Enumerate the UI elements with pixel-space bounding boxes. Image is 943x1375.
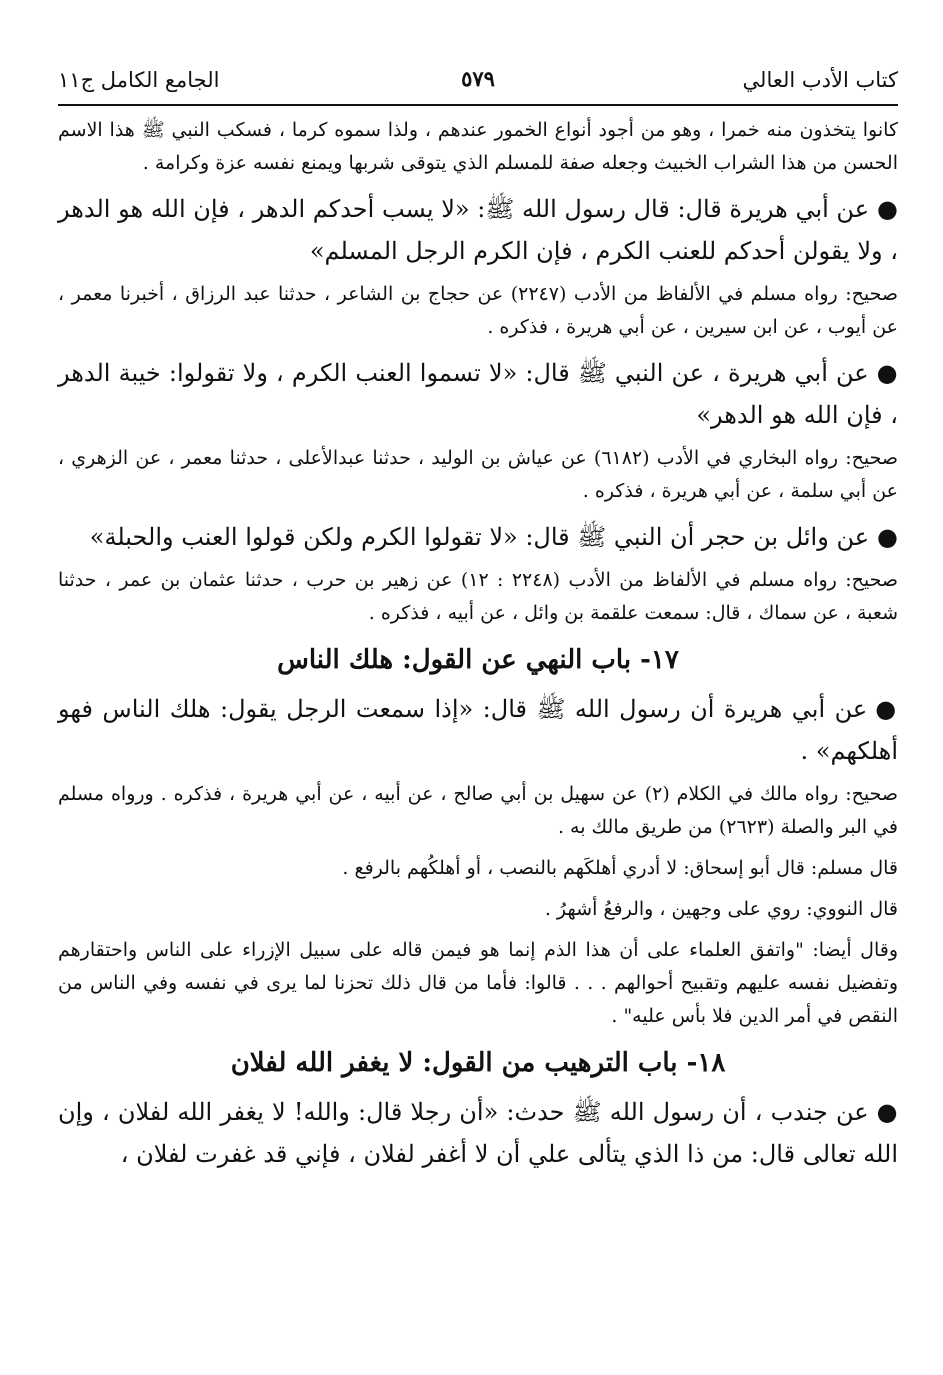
commentary-paragraph: كانوا يتخذون منه خمرا ، وهو من أجود أنواع الخمور عندهم ، ولذا سموه كرما ، فسكب النبي ﷺ هذا الاسم الحسن من هذا الشراب الخبيث وجعله صفة للمسلم الذي يتوقى شربها ويمنع نفسه عزة وكرامة . bbox=[58, 119, 898, 174]
document-page bbox=[58, 58, 898, 1181]
page-header bbox=[58, 58, 898, 106]
hadith-text: عن جندب ، أن رسول الله ﷺ حدث: «أن رجلا قال: والله! لا يغفر الله لفلان ، وإن الله تعالى قال: من ذا الذي يتألى علي أن لا أغفر لفلان ، فإني قد غفرت لفلان ، bbox=[58, 1098, 898, 1168]
page-content bbox=[58, 114, 898, 1175]
hadith-text: عن أبي هريرة قال: قال رسول الله ﷺ: «لا يسب أحدكم الدهر ، فإن الله هو الدهر ، ولا يقولن أحدكم للعنب الكرم ، فإن الكرم الرجل المسلم» bbox=[58, 195, 898, 265]
hadith-paragraph bbox=[58, 352, 898, 436]
chapter-heading-18: ١٨- باب الترهيب من القول: لا يغفر الله لفلان bbox=[230, 1048, 726, 1078]
hadith-text: عن وائل بن حجر أن النبي ﷺ قال: «لا تقولوا الكرم ولكن قولوا العنب والحبلة» bbox=[89, 523, 870, 551]
citation-note: صحيح: رواه مالك في الكلام (٢) عن سهيل بن أبي صالح ، عن أبيه ، عن أبي هريرة ، فذكره . ورواه مسلم في البر والصلة (٢٦٢٣) من طريق مالك به . bbox=[58, 783, 898, 838]
hadith-text: عن أبي هريرة أن رسول الله ﷺ قال: «إذا سمعت الرجل يقول: هلك الناس فهو أهلكهم» . bbox=[58, 695, 898, 765]
chapter-heading-17: ١٧- باب النهي عن القول: هلك الناس bbox=[277, 645, 679, 675]
hadith-paragraph bbox=[58, 188, 898, 272]
hadith-text: عن أبي هريرة ، عن النبي ﷺ قال: «لا تسموا العنب الكرم ، ولا تقولوا: خيبة الدهر ، فإن الله هو الدهر» bbox=[58, 359, 898, 429]
hadith-paragraph bbox=[58, 1091, 898, 1175]
citation-note: صحيح: رواه البخاري في الأدب (٦١٨٢) عن عياش بن الوليد ، حدثنا عبدالأعلى ، حدثنا معمر ، عن الزهري ، عن أبي سلمة ، عن أبي هريرة ، فذكره . bbox=[58, 447, 898, 502]
bullet-icon: ● bbox=[876, 359, 898, 387]
hadith-paragraph bbox=[58, 688, 898, 772]
page-number: ٥٧٩ bbox=[461, 66, 495, 91]
hadith-paragraph bbox=[58, 516, 898, 558]
commentary-line: قال مسلم: قال أبو إسحاق: لا أدري أهلكَهم بالنصب ، أو أهلكُهم بالرفع . bbox=[342, 857, 898, 879]
bullet-icon: ● bbox=[877, 523, 898, 551]
bullet-icon: ● bbox=[877, 195, 898, 223]
commentary-line: قال النووي: روي على وجهين ، والرفعُ أشهرُ . bbox=[544, 898, 898, 920]
commentary-paragraph: وقال أيضا: "واتفق العلماء على أن هذا الذم إنما هو فيمن قاله على سبيل الإزراء على الناس واحتقارهم وتفضيل نفسه عليهم وتقبيح أحوالهم . . . قالوا: فأما من قال ذلك تحزنا لما يرى في نفسه وفي الناس من النقص في أمر الدين فلا بأس عليه" . bbox=[58, 939, 898, 1027]
book-title: كتاب الأدب العالي bbox=[742, 68, 898, 92]
citation-note: صحيح: رواه مسلم في الألفاظ من الأدب (٢٢٤٨ : ١٢) عن زهير بن حرب ، حدثنا عثمان بن عمر ، حدثنا شعبة ، عن سماك ، قال: سمعت علقمة بن وائل ، عن أبيه ، فذكره . bbox=[58, 569, 899, 624]
citation-note: صحيح: رواه مسلم في الألفاظ من الأدب (٢٢٤٧) عن حجاج بن الشاعر ، حدثنا عبد الرزاق ، أخبرنا معمر ، عن أيوب ، عن ابن سيرين ، عن أبي هريرة ، فذكره . bbox=[58, 283, 899, 338]
bullet-icon: ● bbox=[876, 1098, 898, 1126]
bullet-icon: ● bbox=[875, 695, 898, 723]
series-title: الجامع الكامل ج١١ bbox=[58, 68, 220, 92]
